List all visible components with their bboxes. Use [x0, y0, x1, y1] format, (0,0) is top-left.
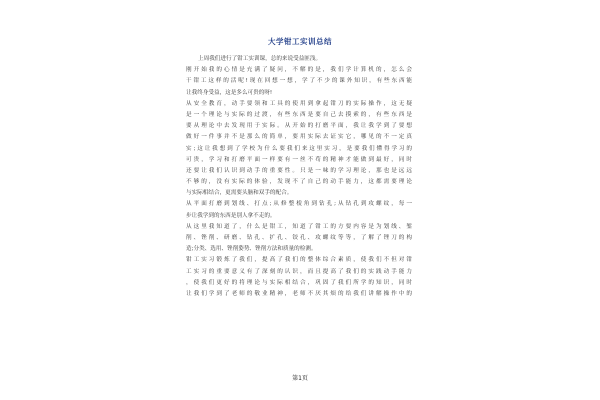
text-line: 上周我们进行了钳工实训课，总的来说受益匪浅。 — [198, 56, 322, 62]
text-line: 造;分类、选用、锉削姿势、锉削方法和质量的检测。 — [186, 246, 317, 253]
text-line: 刚开始我的心情是充满了疑问，不解的是，我们学计算机的，怎么会 — [186, 67, 412, 74]
text-line: 从这里我知道了，什么是钳工，知道了钳工的方要内容是为划线、錾 — [186, 223, 412, 230]
text-line: 从安全教育，动手要领和工具的使用到拿起钳刀的实际操作，这无疑 — [186, 100, 412, 107]
text-line: 还要让我们认识到动手的重要性。只是一味的学习理论，那也是远远 — [186, 167, 412, 174]
text-line: 削、锉削、研磨、钻孔、扩孔、铰孔、攻螺纹等等，了解了锉刀的构 — [186, 235, 412, 241]
text-line: 要从理论中去发现用于实际。从开始的打磨平面，我让我学到了要想 — [186, 123, 412, 130]
text-line: 干钳工这样的活呢!现在回想一想，学了不少的课外知识，有些东西能 — [186, 78, 412, 85]
text-line: 步让我学到的东西是别人拿不走的。 — [186, 212, 276, 219]
text-line: 是一个理论与实际的过渡，有些东西是要自己去摸索的，有些东西是 — [186, 111, 412, 118]
text-line: 实;这让我想到了学校为什么要我们来这里实习，是要我们懂得学习的 — [186, 145, 412, 152]
text-line: 可贵，学习和打磨平面一样要有一丝不苟的精神才能做到最好，同时 — [186, 156, 412, 163]
text-line: 做好一件事并不是那么的简单，要用实际去证实它，哪见的不一定真 — [186, 134, 412, 141]
text-line: 不够的，没有实际的体验，发现不了自己的动手能力，这都需要理论 — [186, 179, 412, 186]
text-line: 让我们学到了老师的敬业精神，老师不厌其烦的给我们讲解操作中的 — [186, 290, 412, 297]
text-line: 工实习的重要意义有了深刻的认识，而且提高了我们的实践动手能力 — [186, 268, 412, 275]
text-line: 让我终身受益，这是多么可贵的呀! — [186, 89, 273, 96]
page-number: 第1页 — [292, 375, 308, 382]
document-body — [186, 54, 412, 300]
text-line: 钳工实习锻炼了我们，提高了我们的整体综合素质，使我们不但对钳 — [186, 257, 412, 264]
text-line: 从平面打磨到划线、打点;从修整棱角到钻孔;从钻孔到攻螺纹，每一 — [186, 201, 412, 208]
document-title: 大学钳工实训总结 — [268, 37, 332, 46]
text-line: 与实际相结合，更需要头脑和双手的配合。 — [186, 190, 293, 197]
text-line: ，使我们更好的将理论与实际相结合，巩固了我们所学的知识，同时 — [186, 279, 412, 286]
